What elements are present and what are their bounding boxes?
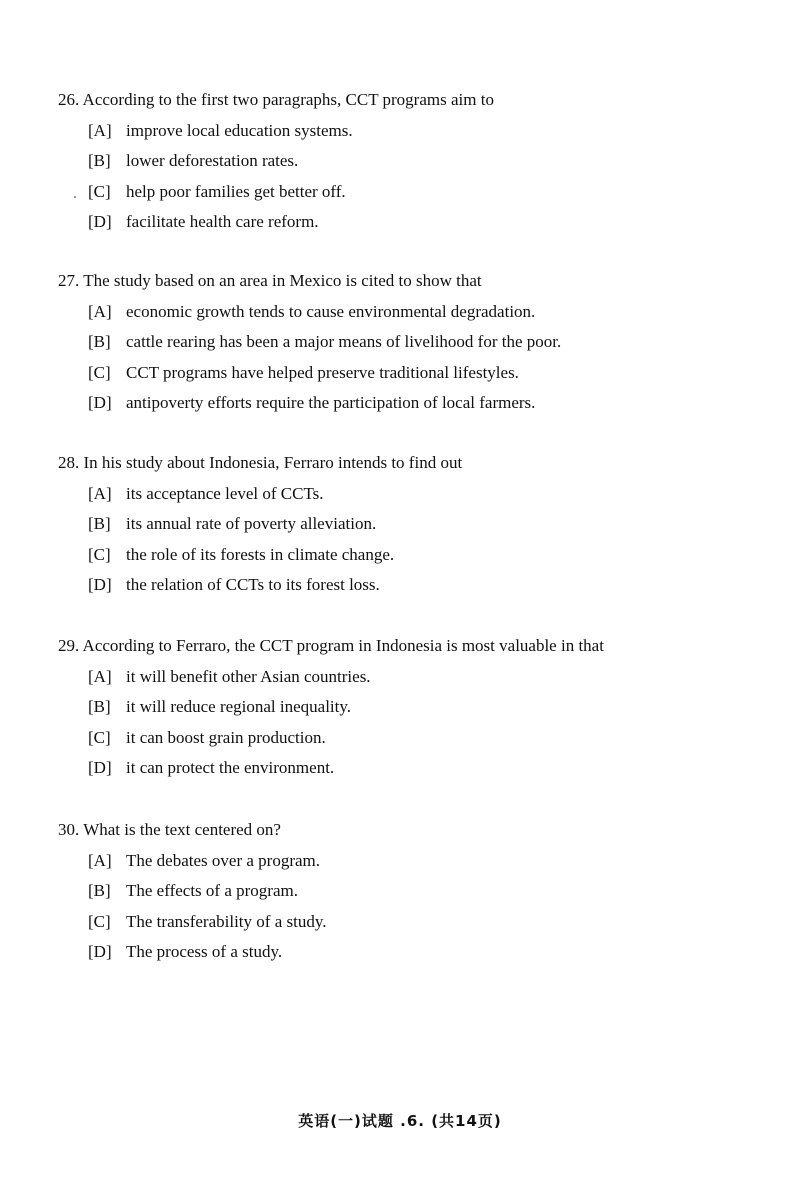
option-b (88, 151, 758, 171)
question-29 (58, 636, 758, 778)
option-b (88, 881, 758, 901)
option-letter: [B] (88, 151, 111, 170)
option-a (88, 302, 758, 322)
option-a (88, 121, 758, 141)
option-text: the relation of CCTs to its forest loss. (126, 575, 380, 594)
question-stem: 27. The study based on an area in Mexico is cited to show that (58, 271, 482, 290)
option-a (88, 484, 758, 504)
question-stem: 28. In his study about Indonesia, Ferraro intends to find out (58, 453, 463, 472)
option-d (88, 212, 758, 232)
option-c (88, 182, 758, 202)
option-letter: [A] (88, 120, 112, 140)
option-text: it will reduce regional inequality. (126, 697, 352, 716)
option-a (88, 667, 758, 687)
option-letter: [A] (88, 850, 112, 870)
question-stem: 29. According to Ferraro, the CCT program in Indonesia is most valuable in that (58, 636, 604, 655)
option-letter: [A] (88, 666, 112, 686)
option-text: The transferability of a study. (126, 911, 327, 931)
option-letter: [B] (88, 697, 111, 716)
option-d (88, 758, 758, 778)
option-a (88, 851, 758, 871)
option-letter: [D] (88, 575, 112, 594)
option-letter: [D] (88, 942, 112, 961)
option-letter: [C] (88, 911, 111, 931)
option-text: improve local education systems. (126, 120, 353, 140)
option-b (88, 514, 758, 534)
question-28 (58, 453, 758, 595)
option-text: The process of a study. (126, 942, 283, 961)
option-c (88, 545, 758, 565)
option-c (88, 728, 758, 748)
option-c (88, 363, 758, 383)
option-d (88, 942, 758, 962)
option-text: cattle rearing has been a major means of livelihood for the poor. (126, 332, 562, 351)
option-b (88, 697, 758, 717)
option-text: the role of its forests in climate change. (126, 544, 395, 564)
option-text: The debates over a program. (126, 850, 320, 870)
option-letter: [C] (88, 181, 111, 201)
option-letter: [A] (88, 301, 112, 321)
option-text: its annual rate of poverty alleviation. (126, 514, 377, 533)
question-30 (58, 820, 758, 962)
option-text: antipoverty efforts require the participation of local farmers. (126, 393, 536, 412)
option-text: lower deforestation rates. (126, 151, 299, 170)
option-text: its acceptance level of CCTs. (126, 483, 324, 503)
page-footer: 英语(一)试题 .6. (共14页) (298, 1112, 502, 1130)
option-text: The effects of a program. (126, 881, 298, 900)
option-text: it will benefit other Asian countries. (126, 666, 371, 686)
option-text: help poor families get better off. (126, 181, 346, 201)
option-d (88, 575, 758, 595)
option-c (88, 912, 758, 932)
option-text: it can boost grain production. (126, 727, 326, 747)
question-26 (58, 90, 758, 232)
option-letter: [D] (88, 758, 112, 777)
option-text: it can protect the environment. (126, 758, 335, 777)
question-27 (58, 271, 758, 413)
question-stem: 30. What is the text centered on? (58, 820, 281, 839)
option-text: facilitate health care reform. (126, 212, 319, 231)
option-text: economic growth tends to cause environmental degradation. (126, 301, 536, 321)
option-letter: [C] (88, 362, 111, 382)
question-stem: 26. According to the first two paragraphs, CCT programs aim to (58, 90, 494, 109)
option-letter: [D] (88, 212, 112, 231)
option-letter: [C] (88, 727, 111, 747)
option-letter: [B] (88, 332, 111, 351)
option-letter: [A] (88, 483, 112, 503)
option-b (88, 332, 758, 352)
option-letter: [B] (88, 514, 111, 533)
option-text: CCT programs have helped preserve traditional lifestyles. (126, 362, 519, 382)
option-d (88, 393, 758, 413)
option-letter: [B] (88, 881, 111, 900)
option-letter: [D] (88, 393, 112, 412)
option-letter: [C] (88, 544, 111, 564)
